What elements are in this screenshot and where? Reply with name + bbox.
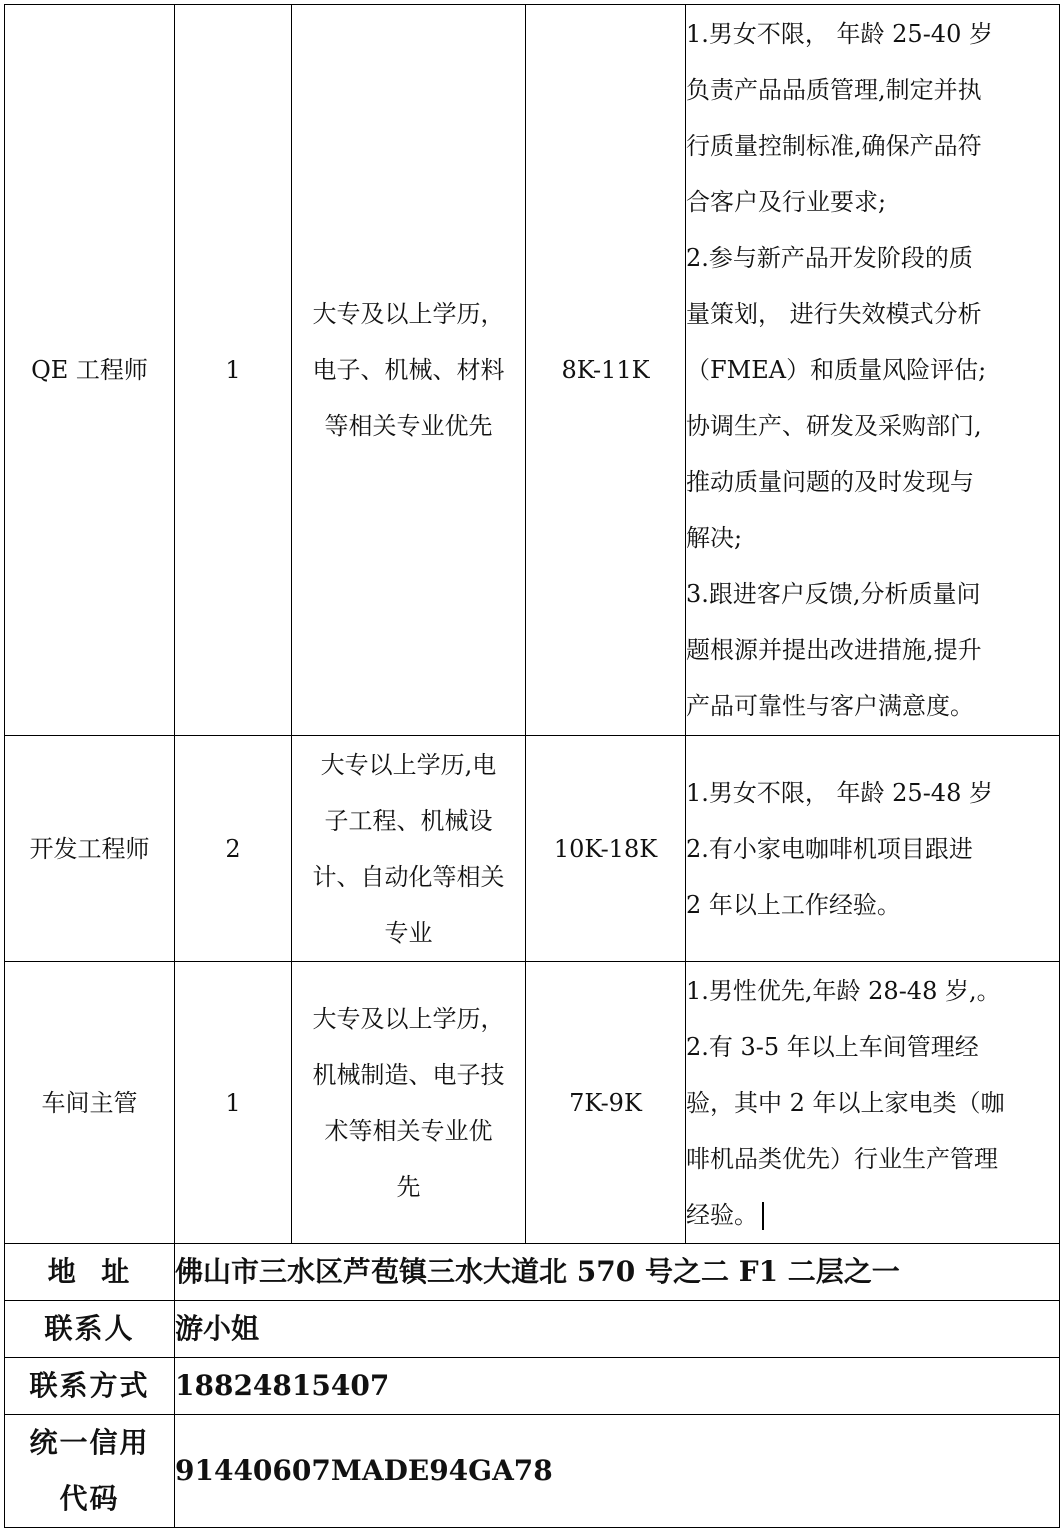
requirement-line: 大专以上学历,电 (320, 750, 497, 779)
job-title-cell: 开发工程师 (5, 736, 175, 962)
headcount-cell: 1 (175, 962, 292, 1244)
requirement-line: 大专及以上学历， (312, 300, 505, 328)
requirement-line: 子工程、机械设 (324, 806, 493, 835)
duty-line: 2.参与新产品开发阶段的质 (686, 244, 973, 272)
duty-line: 2 年以上工作经验。 (686, 890, 901, 919)
credit-code-value: 91440607MADE94GA78 (175, 1415, 1060, 1528)
credit-code-label-line: 统一信用 (29, 1426, 150, 1459)
job-row-dev-engineer (5, 736, 1060, 962)
salary-cell: 10K-18K (526, 736, 686, 962)
requirement-line: 专业 (384, 918, 433, 947)
job-title-cell: QE 工程师 (5, 5, 175, 736)
address-row (5, 1244, 1060, 1301)
text-cursor (762, 1202, 764, 1230)
credit-code-row (5, 1415, 1060, 1528)
duty-line: 啡机品类优先）行业生产管理 (686, 1144, 998, 1173)
duty-line-text: 经验。 (686, 1200, 758, 1229)
duty-line: 2.有小家电咖啡机项目跟进 (686, 834, 973, 863)
duty-line: 1.男女不限， 年龄 25-40 岁 (686, 20, 993, 48)
requirement-line: 机械制造、电子技 (312, 1060, 505, 1089)
phone-row (5, 1358, 1060, 1415)
duty-line: 负责产品品质管理,制定并执 (686, 76, 982, 104)
requirement-cell (292, 736, 526, 962)
contact-person-label: 联系人 (5, 1301, 175, 1358)
duty-line: 1.男女不限， 年龄 25-48 岁 (686, 778, 993, 807)
headcount-cell: 1 (175, 5, 292, 736)
requirement-line: 计、自动化等相关 (312, 862, 505, 891)
requirement-line: 电子、机械、材料 (312, 356, 505, 384)
salary-cell: 8K-11K (526, 5, 686, 736)
job-row-workshop-supervisor (5, 962, 1060, 1244)
phone-value: 18824815407 (175, 1358, 1060, 1415)
duty-line: 行质量控制标准,确保产品符 (686, 132, 982, 160)
duty-line: 2.有 3-5 年以上车间管理经 (686, 1032, 979, 1061)
address-value: 佛山市三水区芦苞镇三水大道北 570 号之二 F1 二层之一 (175, 1244, 1060, 1301)
requirement-line: 等相关专业优先 (324, 412, 493, 440)
duty-line: 合客户及行业要求; (686, 188, 887, 216)
recruitment-table (4, 4, 1060, 1528)
phone-label: 联系方式 (5, 1358, 175, 1415)
duty-cell (686, 736, 1060, 962)
requirement-cell (292, 962, 526, 1244)
duty-line: 量策划， 进行失效模式分析 (686, 300, 982, 328)
duty-line: 协调生产、研发及采购部门, (686, 412, 982, 440)
duty-line: 推动质量问题的及时发现与 (686, 468, 974, 496)
duty-cell (686, 5, 1060, 736)
duty-line: 1.男性优先,年龄 28-48 岁,。 (686, 976, 1001, 1005)
duty-line: （FMEA）和质量风险评估; (686, 356, 987, 384)
duty-line: 解决; (686, 524, 743, 552)
requirement-line: 先 (396, 1172, 421, 1201)
duty-cell (686, 962, 1060, 1244)
address-label: 地 址 (5, 1244, 175, 1301)
duty-line: 题根源并提出改进措施,提升 (686, 636, 982, 664)
job-row-qe-engineer (5, 5, 1060, 736)
duty-line (686, 1187, 1059, 1243)
credit-code-label-line: 代码 (59, 1482, 120, 1515)
job-title-cell: 车间主管 (5, 962, 175, 1244)
duty-line: 产品可靠性与客户满意度。 (686, 692, 974, 720)
headcount-cell: 2 (175, 736, 292, 962)
duty-line: 3.跟进客户反馈,分析质量问 (686, 580, 981, 608)
requirement-cell (292, 5, 526, 736)
duty-line: 验，其中 2 年以上家电类（咖 (686, 1088, 1005, 1117)
contact-person-row (5, 1301, 1060, 1358)
requirement-line: 大专及以上学历， (312, 1004, 505, 1033)
contact-person-value: 游小姐 (175, 1301, 1060, 1358)
credit-code-label (5, 1415, 175, 1528)
salary-cell: 7K-9K (526, 962, 686, 1244)
requirement-line: 术等相关专业优 (324, 1116, 493, 1145)
